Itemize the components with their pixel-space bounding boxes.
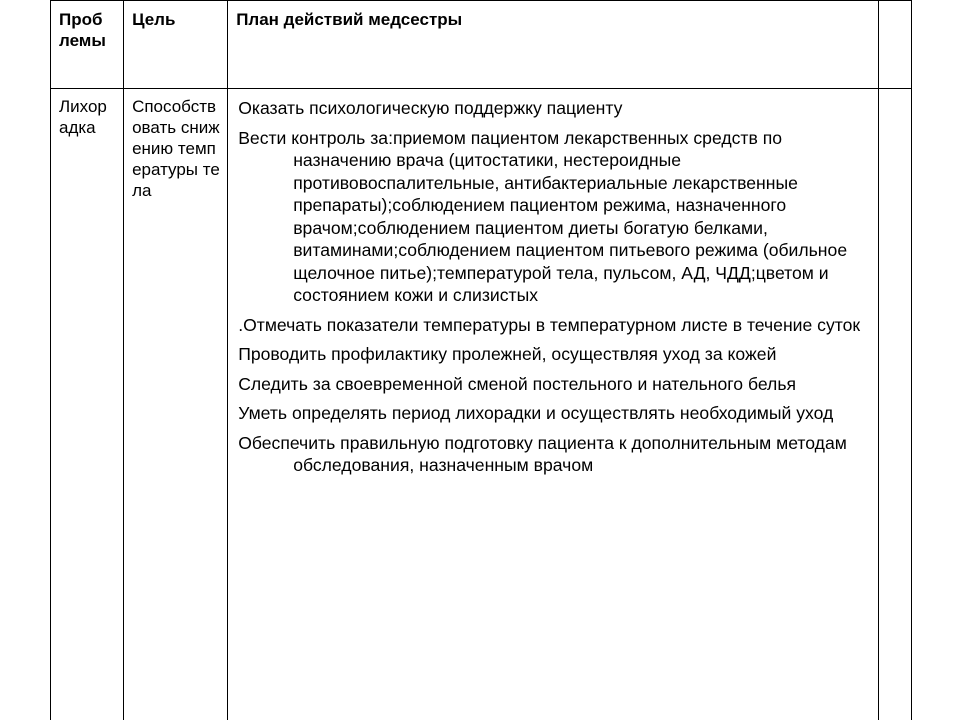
header-plan-label: План действий медсестры: [236, 10, 463, 29]
plan-item: .Отмечать показатели температуры в температурном листе в течение суток: [238, 314, 861, 335]
header-cell-plan: [228, 1, 879, 89]
header-cell-goal: [124, 1, 228, 89]
plan-list: [228, 89, 878, 477]
cell-goal: [124, 89, 228, 720]
cell-problem: [51, 89, 124, 720]
plan-item: Вести контроль за:приемом пациентом лекарственных средств по назначению врача (цитостатики, нестероидные противовоспалительные, антибактериальные лекарственные препараты);соблюдением пациентом режима, назначенного врачом;соблюдением пациентом диеты богатую белками, витаминами;соблюдением пациентом питьевого режима (обильное щелочное питье);температурой тела, пульсом, АД, ЧДД;цветом и состоянием кожи и слизистых: [238, 127, 848, 305]
table-header-row: [51, 1, 912, 89]
plan-item: Оказать психологическую поддержку пациенту: [238, 98, 623, 118]
cell-plan: [228, 89, 879, 720]
header-cell-problem: [51, 1, 124, 89]
plan-item: Уметь определять период лихорадки и осуществлять необходимый уход: [238, 403, 834, 423]
plan-item: Следить за своевременной сменой постельного и нательного белья: [238, 373, 797, 394]
cell-empty: [878, 89, 911, 720]
header-cell-empty: [878, 1, 911, 89]
care-plan-table: [50, 0, 912, 720]
plan-item: Проводить профилактику пролежней, осуществляя уход за кожей: [238, 344, 777, 364]
goal-text: Способствовать снижению температуры тела: [132, 97, 220, 200]
plan-item: Обеспечить правильную подготовку пациента к дополнительным методам обследования, назначенным врачом: [238, 432, 847, 475]
header-problem-label: Проблемы: [59, 10, 106, 50]
table-row: [51, 89, 912, 720]
problem-text: Лихорадка: [59, 97, 107, 137]
header-goal-label: Цель: [132, 10, 176, 29]
